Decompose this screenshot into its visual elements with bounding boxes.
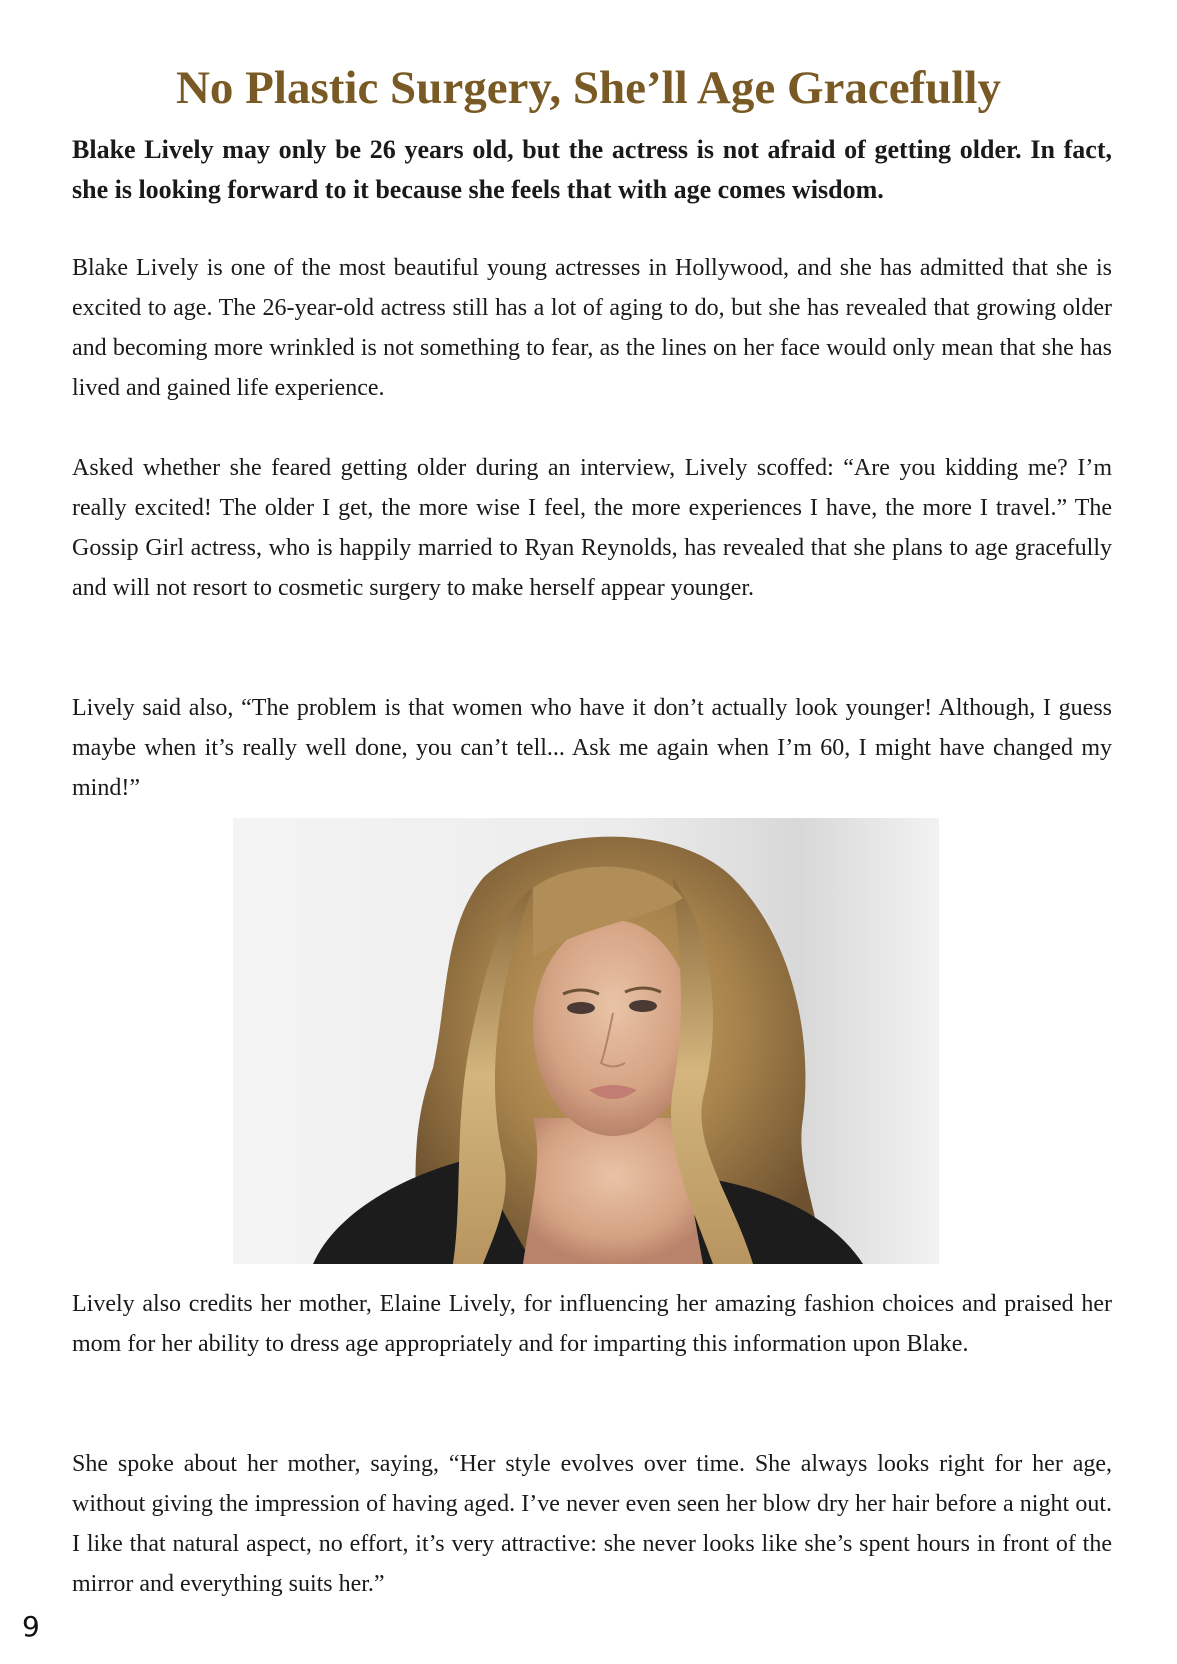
portrait-photo: [233, 818, 939, 1264]
article-paragraph: Blake Lively is one of the most beautiful young actresses in Hollywood, and she has admitted that she is excited to age. The 26-year-old actress still has a lot of aging to do, but she has revealed that growing older and becoming more wrinkled is not something to fear, as the lines on her face would only mean that she has lived and gained life experience.: [72, 255, 1112, 401]
page-number: 9: [22, 1610, 40, 1643]
article-paragraph: Asked whether she feared getting older during an interview, Lively scoffed: “Are you kidding me? I’m really excited! The older I get, the more wise I feel, the more experiences I have, the more I travel.” The Gossip Girl actress, who is happily married to Ryan Reynolds, has revealed that she plans to age gracefully and will not resort to cosmetic surgery to make herself appear younger.: [72, 455, 1112, 601]
article-paragraph: Lively said also, “The problem is that women who have it don’t actually look younger! Although, I guess maybe when it’s really well done, you can’t tell... Ask me again when I’m 60, I might have changed my mind!”: [72, 695, 1112, 801]
article-paragraph: She spoke about her mother, saying, “Her style evolves over time. She always looks right for her age, without giving the impression of having aged. I’ve never even seen her blow dry her hair before a night out. I like that natural aspect, no effort, it’s very attractive: she never looks like she’s spent hours in front of the mirror and everything suits her.”: [72, 1451, 1112, 1597]
article-paragraph: Lively also credits her mother, Elaine Lively, for influencing her amazing fashion choices and praised her mom for her ability to dress age appropriately and for imparting this information upon Blake.: [72, 1291, 1112, 1357]
article-title: No Plastic Surgery, She’ll Age Gracefully: [175, 62, 1001, 114]
article-lead: Blake Lively may only be 26 years old, but the actress is not afraid of getting older. In fact, she is looking forward to it because she feels that with age comes wisdom.: [72, 135, 1112, 204]
